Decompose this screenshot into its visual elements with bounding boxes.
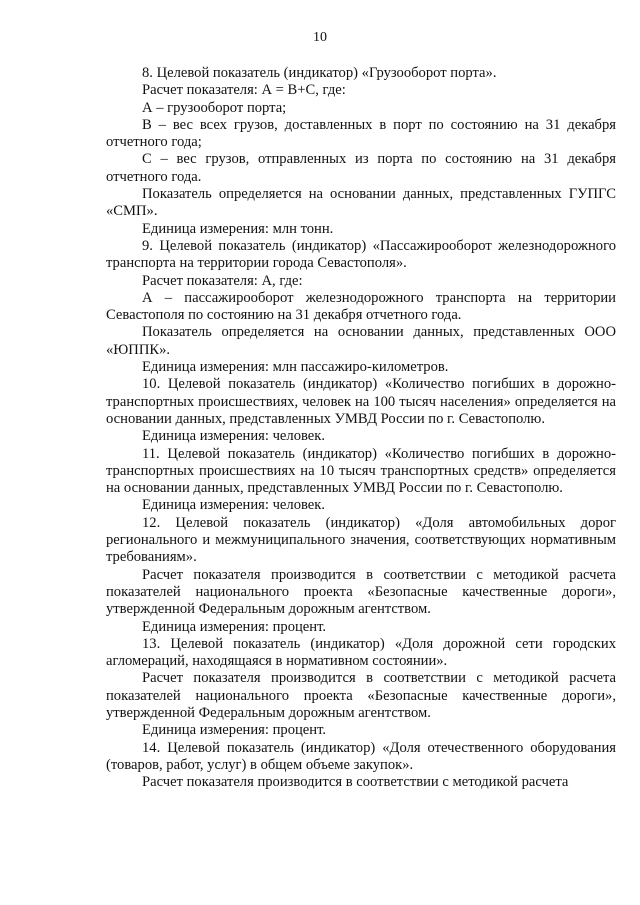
paragraph-indicator-13-unit: Единица измерения: процент. <box>142 722 327 739</box>
paragraph-indicator-10-unit: Единица измерения: человек. <box>142 428 326 445</box>
page-number: 10 <box>313 30 327 45</box>
paragraph-indicator-8-var-a: А – грузооборот порта; <box>142 99 287 116</box>
paragraph-indicator-11-title: 11. Целевой показатель (индикатор) «Количество погибших в дорожно-транспортных происшествиях на 10 тысяч транспортных средств» определяется на основании данных, представленных УМВД России по г. Севастополю. <box>106 445 616 497</box>
paragraph-indicator-8-source: Показатель определяется на основании данных, представленных ГУПГС «СМП». <box>106 186 616 220</box>
paragraph-indicator-9-formula: Расчет показателя: А, где: <box>142 272 303 289</box>
paragraph-indicator-8-unit: Единица измерения: млн тонн. <box>142 220 334 237</box>
paragraph-indicator-9-source: Показатель определяется на основании данных, представленных ООО «ЮППК». <box>106 324 616 358</box>
paragraph-indicator-10-title: 10. Целевой показатель (индикатор) «Количество погибших в дорожно-транспортных происшествиях, человек на 100 тысяч населения» определяется на основании данных, представленных УМВД России по г. Севастополю. <box>106 376 616 427</box>
paragraph-indicator-12-title: 12. Целевой показатель (индикатор) «Доля автомобильных дорог регионального и межмуниципального значения, соответствующих нормативным требованиям». <box>106 514 616 566</box>
paragraph-indicator-8-title: 8. Целевой показатель (индикатор) «Грузооборот порта». <box>142 65 497 81</box>
paragraph-indicator-12-method: Расчет показателя производится в соответствии с методикой расчета показателей национального проекта «Безопасные качественные дороги», утвержденной Федеральным дорожным агентством. <box>106 566 616 618</box>
paragraph-indicator-12-unit: Единица измерения: процент. <box>142 618 327 635</box>
paragraph-indicator-9-var-a: А – пассажирооборот железнодорожного транспорта на территории Севастополя по состоянию на 31 декабря отчетного года. <box>106 289 616 324</box>
paragraph-indicator-13-title: 13. Целевой показатель (индикатор) «Доля дорожной сети городских агломераций, находящаяся в нормативном состоянии». <box>106 635 616 670</box>
paragraph-indicator-13-method: Расчет показателя производится в соответствии с методикой расчета показателей национального проекта «Безопасные качественные дороги», утвержденной Федеральным дорожным агентством. <box>106 670 616 721</box>
paragraph-indicator-8-var-c: С – вес грузов, отправленных из порта по состоянию на 31 декабря отчетного года. <box>106 151 616 185</box>
paragraph-indicator-14-method: Расчет показателя производится в соответствии с методикой расчета <box>142 774 569 791</box>
document-body <box>106 65 616 791</box>
paragraph-indicator-8-formula: Расчет показателя: А = В+С, где: <box>142 82 346 99</box>
paragraph-indicator-9-unit: Единица измерения: млн пассажиро-километров. <box>142 359 449 376</box>
paragraph-indicator-11-unit: Единица измерения: человек. <box>142 497 326 514</box>
paragraph-indicator-14-title: 14. Целевой показатель (индикатор) «Доля отечественного оборудования (товаров, работ, услуг) в общем объеме закупок». <box>106 739 616 773</box>
paragraph-indicator-9-title: 9. Целевой показатель (индикатор) «Пассажирооборот железнодорожного транспорта на территории города Севастополя». <box>106 237 616 272</box>
paragraph-indicator-8-var-b: В – вес всех грузов, доставленных в порт по состоянию на 31 декабря отчетного года; <box>106 116 616 151</box>
